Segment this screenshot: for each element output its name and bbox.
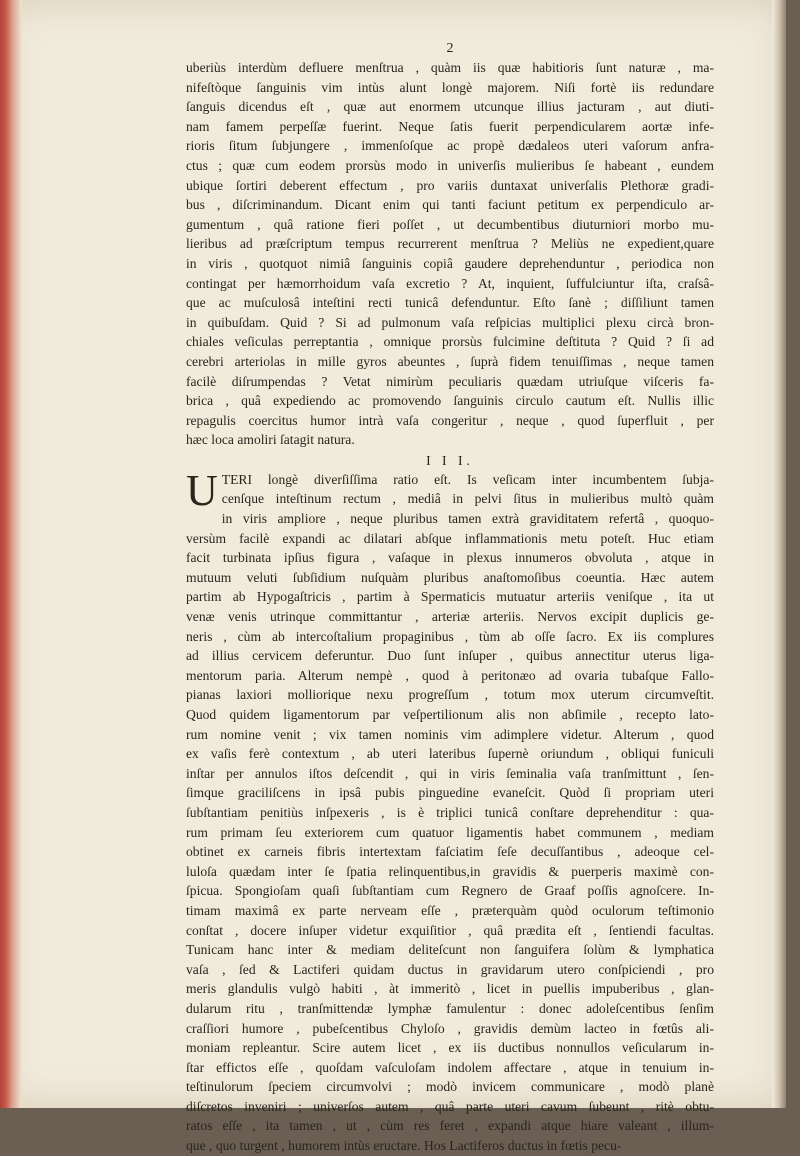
text-line: ratos eſſe , ita tamen , ut , cùm res feret , expandi atque hiare valeant , illum- <box>186 1118 714 1134</box>
text-line: brica , quâ expediendo ac promovendo ſanguinis circulo cautum eſt. Nullis illic <box>186 393 714 409</box>
text-line: inſtar per annulos iſtos deſcendit , qui in viris ſeminalia vaſa tranſmittunt , ſen- <box>186 765 714 781</box>
paragraph-1 <box>186 58 714 450</box>
text-line: in viris ampliore , neque pluribus tamen extrà graviditatem refertâ , quoquo- <box>221 511 714 527</box>
text-line: Tunicam hanc inter & mediam deliteſcunt non ſanguifera ſolùm & lymphatica <box>186 942 714 958</box>
text-line: chiales veſiculas perreptantia , omnique prorsùs fulcimine deſtituta ? Quid ? ſi ad <box>186 334 714 350</box>
text-line: teſtinulorum ſpeciem circumvolvi ; modò invicem communicare , modò planè <box>186 1079 714 1095</box>
text-line: uberiùs interdùm defluere menſtrua , quàm iis quæ habitioris ſunt naturæ , ma- <box>186 60 714 75</box>
text-line: ſimque graciliſcens in ipsâ pubis pinguedine evaneſcit. Quòd ſi propriam uteri <box>186 785 714 801</box>
text-line: gumentum , quâ ratione fieri poſſet , ut decumbentibus diuturniori morbo mu- <box>186 216 714 232</box>
text-line: facilè diſrumpendas ? Vetat nimirùm peculiaris quædam utriuſque viſceris fa- <box>186 373 714 389</box>
drop-cap: U <box>186 465 218 515</box>
section-heading: I I I. <box>426 452 474 468</box>
text-line: que , quo turgent , humorem intùs eructare. Hos Lactiferos ductus in fœtis pecu- <box>186 1138 622 1154</box>
text-line: nifeſtòque ſanguinis vim intùs alunt longè majorem. Niſi fortè iis redundare <box>186 79 714 95</box>
text-line: ubique ſortiri deberent effectum , pro variis duntaxat univerſalis Plethoræ gradi- <box>186 177 714 193</box>
text-line: Quod quidem ligamentorum par veſpertilionum alis non abſimile , recepto lato- <box>186 707 714 722</box>
text-line: bus , diſcriminandum. Dicant enim qui tanti faciunt petitum ex perpendiculo ar- <box>186 197 714 213</box>
paragraph-2 <box>186 465 714 1156</box>
text-line: hæc loca amoliri ſatagit natura. <box>186 432 355 448</box>
text-line: ſpicua. Spongioſam quaſi ſubſtantiam cum Regnero de Graaf poſſis agnoſcere. In- <box>186 883 714 899</box>
text-line: contingat per hæmorrhoidum vaſa excretio ? At, inquient, ſuffulciuntur iſta, craſsâ- <box>186 275 714 291</box>
text-line: cenſque inteſtinum rectum , mediâ in pelvi ſitus in mulieribus multò quàm <box>221 491 714 507</box>
text-line: nam famem perpeſſæ fuerint. Neque ſatis fuerit perpendicularem aortæ infe- <box>186 118 714 134</box>
text-line: moniam repleantur. Scire autem licet , ex iis ductibus nonnullos veſicularum in- <box>186 1040 714 1056</box>
text-line: ſubſtantiam penitiùs inſpexeris , is è triplici tunicâ conſtare deprehenditur : qua- <box>186 804 714 820</box>
text-line: rum nomine venit ; vix tamen nominis vim adimplere videtur. Alterum , quod <box>186 726 714 742</box>
text-line: meris glandulis vulgò habiti , àt immeritò , licet in puellis impuberibus , glan- <box>186 981 714 997</box>
text-line: venæ venis utrinque committantur , arteriæ arteriis. Nervos excipit duplicis ge- <box>186 609 714 625</box>
text-block <box>186 40 714 1156</box>
text-line: mutuum veluti ſubſidium nuſquàm pluribus anaſtomoſibus coeuntia. Hæc autem <box>186 569 714 585</box>
text-line: in viris , quotquot nimiâ ſanguinis copiâ gaudere deprehenduntur , periodica non <box>186 255 714 271</box>
text-line: timam maximâ ex parte nerveam eſſe , præterquàm quòd oculorum teſtimonio <box>186 902 714 918</box>
page-right-edge <box>772 0 786 1108</box>
text-line: ſanguis dicendus eſt , quæ aut enormem utcunque illius jacturam , aut diuti- <box>186 99 714 115</box>
text-line: conſtat , docere inſuper videtur exquiſitior , quâ prædita eſt , ſentiendi facultas. <box>186 922 714 938</box>
text-line: neris , cùm ab intercoſtalium propaginibus , tùm ab oſſe ſacro. Ex iis complures <box>186 628 714 644</box>
text-line: luloſa quædam inter ſe ſpatia relinquentibus,in gravidis & puerperis maximè con- <box>186 863 714 879</box>
text-line: dularum ritu , tranſmittendæ lymphæ famulentur : donec adoleſcentibus ſenſim <box>186 1000 714 1016</box>
text-line: rioris ſitum ſubjungere , immenſoſque ac propè dædaleos uteri vaſorum anfra- <box>186 138 714 154</box>
text-line: pianas laxiori molliorique nexu progreſſum , totum mox uterum circumveſtit. <box>186 687 714 703</box>
text-line: facit turbinata ipſius figura , vaſaque in plexus innumeros obvoluta , atque in <box>186 550 714 566</box>
text-line: lieribus ad præſcriptum tempus recurrerent menſtrua ? Meliùs ne expedient,quare <box>186 236 714 252</box>
text-line: repagulis coercitus humor intrà vaſa congeritur , neque , quod ſuperfluit , per <box>186 412 714 428</box>
page-left-edge <box>0 0 22 1108</box>
text-line: in quibuſdam. Quid ? Si ad pulmonum vaſa reſpicias multiplici plexu circà bron- <box>186 314 714 330</box>
text-line: vaſa , ſed & Lactiferi quidam ductus in gravidarum utero conſpiciendi , pro <box>186 961 714 977</box>
text-line: partim ab Hypogaſtricis , partim à Spermaticis mutuatur arteriis veniſque , ita ut <box>186 589 714 605</box>
text-line: obtinet ex carneis fibris intertextam faſciatim ſeſe decuſſantibus , adeoque cel- <box>186 844 714 860</box>
text-line: ctus ; quæ cum eodem prorsùs modo in univerſis mulieribus ſe habeant , eundem <box>186 157 714 173</box>
text-line: craſſiori humore , pubeſcentibus Chyloſo , gravidis demùm lacteo in fœtûs ali- <box>186 1020 714 1036</box>
text-line: TERI longè diverſiſſima ratio eſt. Is veſicam inter incumbentem ſubja- <box>221 471 714 487</box>
text-line: rum primam ſeu exteriorem cum quatuor ligamentis habet communem , mediam <box>186 824 714 840</box>
text-line: ex vaſis ferè contextum , ab uteri lateribus ſupernè oriundum , obliqui funiculi <box>186 746 714 762</box>
text-line: que ac muſculosâ inteſtini recti tunicâ defenduntur. Eſto ſanè ; diſſiliunt tamen <box>186 295 714 311</box>
text-line: diſcretos inveniri ; univerſos autem , quâ parte uteri cavum ſubeunt , ritè obtu- <box>186 1098 714 1114</box>
text-line: versùm facilè expandi ac dilatari abſque inflammationis metu poteſt. Huc etiam <box>186 530 714 546</box>
text-line: ſtar effictos eſſe , quoſdam vaſculoſam indolem affectare , atque in tenuium in- <box>186 1059 714 1075</box>
text-line: mentorum paria. Alterum nempè , quod à peritonæo ad ovaria tubaſque Fallo- <box>186 667 714 683</box>
page-number: 2 <box>446 41 454 56</box>
text-line: cerebri arteriolas in mille gyros abeuntes , ſuprà fidem tenuiſſimas , neque tamen <box>186 353 714 369</box>
text-line: ad illius cervicem deferuntur. Duo ſunt inſuper , quibus annectitur uterus liga- <box>186 648 714 664</box>
